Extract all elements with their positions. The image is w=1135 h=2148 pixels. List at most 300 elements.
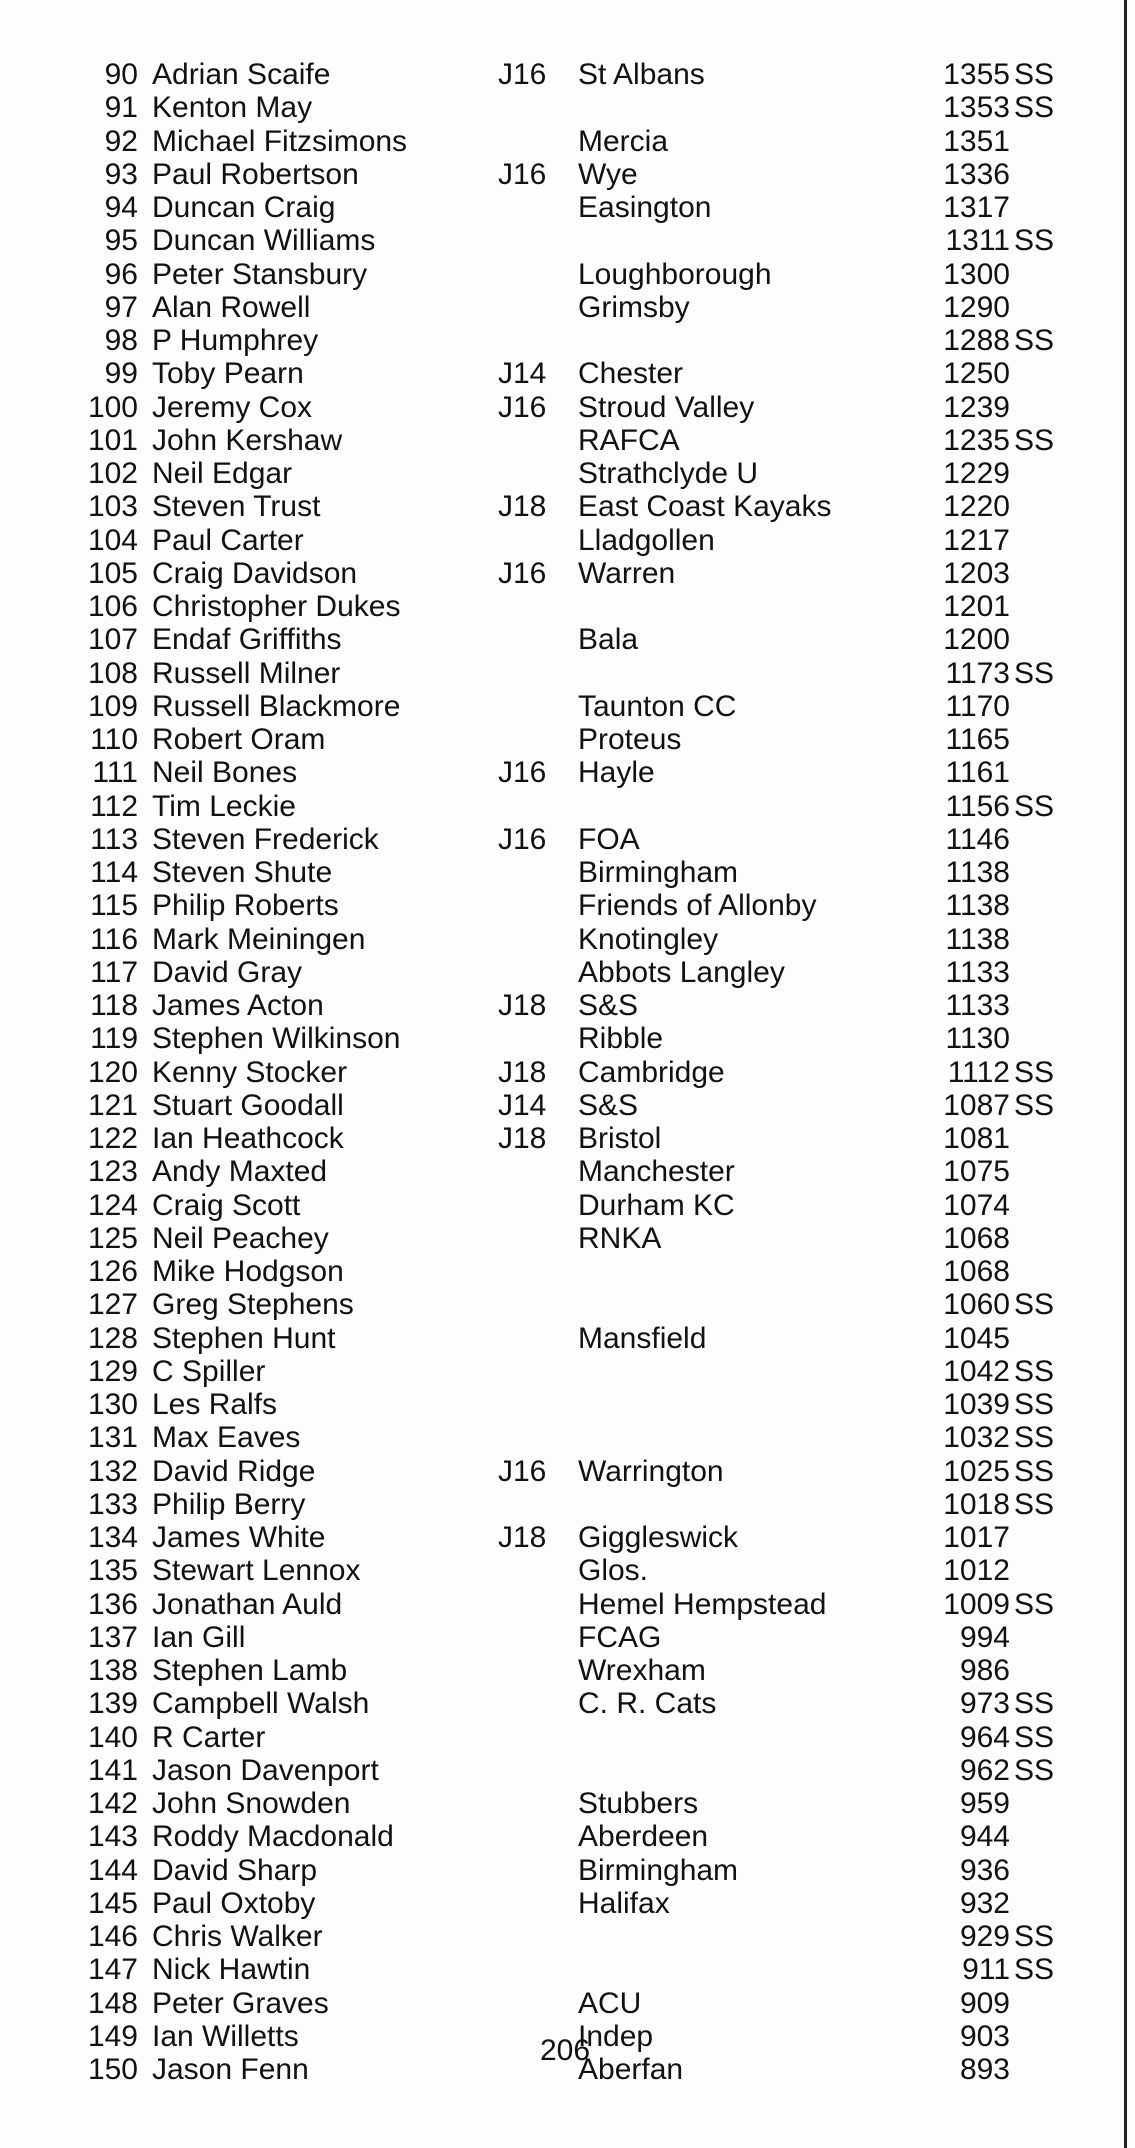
club-name: Wrexham [578,1654,706,1687]
points-score: 1217 [943,523,1010,557]
paddler-name: Philip Berry [152,1487,306,1521]
ss-marker: SS [1014,1920,1055,1953]
paddler-name: Mark Meiningen [152,922,366,956]
rank-number: 92 [104,124,138,158]
points-score: 1229 [943,457,1010,490]
club-name: Warren [578,556,676,590]
points-score: 944 [959,1820,1010,1854]
ranking-row [0,1122,1120,1155]
ranking-row [0,291,1120,324]
age-class: J16 [498,756,547,790]
points-score: 1355 [943,58,1010,91]
paddler-name: Endaf Griffiths [152,623,342,657]
paddler-name: Neil Bones [152,756,298,790]
rank-number: 123 [87,1155,138,1189]
points-score: 1239 [943,390,1010,424]
rank-number: 121 [87,1088,138,1122]
ranking-row [0,224,1120,257]
page-number: 206 [539,2034,591,2067]
ranking-row [0,1754,1120,1787]
paddler-name: Chris Walker [152,1920,323,1953]
ranking-row [0,58,1120,91]
rank-number: 95 [104,224,138,258]
rank-number: 96 [104,257,138,291]
paddler-name: John Snowden [152,1787,351,1820]
points-score: 1300 [943,257,1010,291]
paddler-name: Jonathan Auld [152,1587,343,1621]
age-class: J16 [498,58,547,91]
club-name: Friends of Allonby [578,889,817,923]
points-score: 936 [959,1853,1010,1887]
points-score: 986 [959,1654,1010,1687]
club-name: Easington [578,191,712,224]
points-score: 1133 [945,989,1010,1022]
ranking-row [0,1056,1120,1089]
ranking-row [0,1155,1120,1188]
points-score: 1039 [943,1388,1010,1421]
paddler-name: Ian Willetts [152,2019,299,2053]
ss-marker: SS [1014,58,1055,91]
points-score: 994 [959,1620,1010,1654]
rank-number: 100 [87,390,138,424]
rank-number: 136 [87,1587,138,1621]
rank-number: 146 [87,1920,138,1953]
ranking-row [0,756,1120,789]
ss-marker: SS [1014,789,1055,823]
paddler-name: Craig Davidson [152,556,358,590]
points-score: 1156 [945,789,1010,823]
ranking-row [0,1953,1120,1986]
paddler-name: Stephen Wilkinson [152,1022,401,1056]
ranking-row [0,657,1120,690]
age-class: J16 [498,157,547,191]
rank-number: 141 [87,1753,138,1787]
rank-number: 140 [87,1720,138,1754]
rank-number: 148 [87,1986,138,2020]
club-name: Warrington [578,1454,724,1488]
ranking-row [0,324,1120,357]
paddler-name: Roddy Macdonald [152,1820,394,1854]
paddler-name: Russell Milner [152,656,341,690]
club-name: Birmingham [578,856,739,889]
points-score: 1133 [945,955,1010,989]
club-name: Proteus [578,723,682,756]
rank-number: 99 [104,357,138,391]
ranking-row [0,457,1120,490]
rank-number: 122 [87,1122,138,1155]
rank-number: 116 [90,922,138,956]
paddler-name: Stuart Goodall [152,1088,344,1122]
ranking-row [0,1554,1120,1587]
paddler-name: Michael Fitzsimons [152,124,408,158]
paddler-name: Nick Hawtin [152,1953,311,1987]
ss-marker: SS [1014,1687,1055,1721]
paddler-name: Neil Edgar [152,457,293,490]
rank-number: 97 [104,290,138,324]
rank-number: 137 [87,1620,138,1654]
rank-number: 108 [87,656,138,690]
club-name: Glos. [578,1554,649,1588]
paddler-name: R Carter [152,1720,266,1754]
rank-number: 128 [87,1321,138,1355]
rank-number: 143 [87,1820,138,1854]
rank-number: 105 [87,556,138,590]
ranking-row [0,1455,1120,1488]
ranking-row [0,1920,1120,1953]
club-name: ACU [578,1986,642,2020]
club-name: Aberdeen [578,1820,709,1854]
rank-number: 98 [104,324,138,357]
ss-marker: SS [1014,1421,1055,1455]
paddler-name: Christopher Dukes [152,590,401,623]
rank-number: 104 [87,523,138,557]
age-class: J16 [498,556,547,590]
ranking-row [0,1222,1120,1255]
ranking-row [0,1987,1120,2020]
ss-marker: SS [1014,1088,1055,1122]
ranking-row [0,1355,1120,1388]
paddler-name: Jason Fenn [152,2053,309,2086]
age-class: J18 [498,490,547,524]
paddler-name: Jason Davenport [152,1753,379,1787]
rank-number: 120 [87,1055,138,1089]
rank-number: 112 [90,789,138,823]
paddler-name: David Ridge [152,1454,316,1488]
page-edge-line [1124,0,1127,2148]
rank-number: 117 [90,955,138,989]
club-name: Durham KC [578,1188,735,1222]
ranking-row [0,1089,1120,1122]
rank-number: 139 [87,1687,138,1721]
ranking-row [0,1588,1120,1621]
paddler-name: David Gray [152,955,303,989]
points-score: 1130 [945,1022,1010,1056]
points-score: 962 [959,1753,1010,1787]
club-name: RNKA [578,1221,662,1255]
points-score: 1060 [943,1288,1010,1322]
rank-number: 129 [87,1354,138,1388]
ranking-row [0,125,1120,158]
age-class: J16 [498,390,547,424]
rank-number: 125 [87,1221,138,1255]
paddler-name: Stephen Lamb [152,1654,348,1687]
paddler-name: David Sharp [152,1853,318,1887]
paddler-name: Ian Gill [152,1620,246,1654]
points-score: 1075 [943,1155,1010,1189]
ranking-list [0,58,1120,2086]
rank-number: 113 [90,822,138,856]
paddler-name: Peter Stansbury [152,257,368,291]
age-class: J14 [498,357,547,391]
club-name: Halifax [578,1886,670,1920]
paddler-name: Stewart Lennox [152,1554,361,1588]
ss-marker: SS [1014,656,1055,690]
paddler-name: Paul Robertson [152,157,359,191]
age-class: J16 [498,1454,547,1488]
ranking-row [0,1721,1120,1754]
ss-marker: SS [1014,1454,1055,1488]
club-name: Ribble [578,1022,664,1056]
ranking-row [0,1820,1120,1853]
paddler-name: Les Ralfs [152,1388,278,1421]
points-score: 1112 [947,1055,1010,1089]
paddler-name: Craig Scott [152,1188,301,1222]
rank-number: 132 [87,1454,138,1488]
club-name: Birmingham [578,1853,739,1887]
points-score: 964 [959,1720,1010,1754]
club-name: Mansfield [578,1321,707,1355]
ranking-row [0,1022,1120,1055]
paddler-name: Mike Hodgson [152,1255,344,1288]
rank-number: 144 [87,1853,138,1887]
ranking-row [0,1787,1120,1820]
club-name: Taunton CC [578,689,737,723]
age-class: J18 [498,1122,547,1155]
rank-number: 119 [90,1022,138,1056]
club-name: Chester [578,357,684,391]
ranking-row [0,424,1120,457]
rank-number: 126 [87,1255,138,1288]
paddler-name: Toby Pearn [152,357,304,391]
club-name: Indep [578,2019,654,2053]
rank-number: 145 [87,1886,138,1920]
club-name: Lladgollen [578,523,715,557]
points-score: 1317 [943,191,1010,224]
rank-number: 101 [87,423,138,457]
rank-number: 150 [87,2053,138,2086]
ranking-row [0,191,1120,224]
ss-marker: SS [1014,1587,1055,1621]
ss-marker: SS [1014,1753,1055,1787]
rank-number: 94 [104,191,138,224]
ranking-row [0,1189,1120,1222]
ranking-row [0,923,1120,956]
rank-number: 130 [87,1388,138,1421]
points-score: 1138 [945,856,1010,889]
rank-number: 110 [90,723,138,756]
club-name: Stroud Valley [578,390,755,424]
ranking-row [0,723,1120,756]
club-name: East Coast Kayaks [578,490,832,524]
points-score: 1017 [943,1521,1010,1554]
ranking-row [0,823,1120,856]
rank-number: 147 [87,1953,138,1987]
ranking-row [0,1687,1120,1720]
club-name: Giggleswick [578,1521,739,1554]
club-name: Loughborough [578,257,772,291]
paddler-name: Alan Rowell [152,290,311,324]
points-score: 932 [959,1886,1010,1920]
points-score: 893 [959,2053,1010,2086]
ranking-row [0,391,1120,424]
rank-number: 135 [87,1554,138,1588]
paddler-name: Stephen Hunt [152,1321,336,1355]
points-score: 1173 [945,656,1010,690]
ranking-row [0,1255,1120,1288]
ss-marker: SS [1014,1953,1055,1987]
rank-number: 133 [87,1487,138,1521]
ranking-row [0,956,1120,989]
points-score: 1288 [943,324,1010,357]
ranking-row [0,1521,1120,1554]
age-class: J16 [498,822,547,856]
rank-number: 142 [87,1787,138,1820]
ss-marker: SS [1014,324,1055,357]
rank-number: 103 [87,490,138,524]
points-score: 1045 [943,1321,1010,1355]
points-score: 1203 [943,556,1010,590]
club-name: Knotingley [578,922,719,956]
club-name: Wye [578,157,638,191]
paddler-name: James Acton [152,989,324,1022]
club-name: Stubbers [578,1787,699,1820]
rank-number: 93 [104,157,138,191]
ss-marker: SS [1014,1055,1055,1089]
points-score: 1311 [945,224,1010,258]
paddler-name: Russell Blackmore [152,689,401,723]
points-score: 1068 [943,1221,1010,1255]
points-score: 1353 [943,91,1010,125]
ss-marker: SS [1014,91,1055,125]
age-class: J18 [498,1521,547,1554]
ranking-row [0,524,1120,557]
club-name: RAFCA [578,423,680,457]
ranking-row [0,1621,1120,1654]
ranking-row [0,258,1120,291]
points-score: 1165 [945,723,1010,756]
points-score: 1161 [945,756,1010,790]
rank-number: 127 [87,1288,138,1322]
club-name: Manchester [578,1155,735,1189]
paddler-name: Peter Graves [152,1986,329,2020]
points-score: 911 [962,1953,1010,1987]
ranking-row [0,557,1120,590]
points-score: 1336 [943,157,1010,191]
paddler-name: Greg Stephens [152,1288,354,1322]
points-score: 909 [959,1986,1010,2020]
age-class: J18 [498,989,547,1022]
ranking-row [0,623,1120,656]
ranking-row [0,1421,1120,1454]
ranking-row [0,856,1120,889]
points-score: 903 [959,2019,1010,2053]
paddler-name: Kenton May [152,91,313,125]
ranking-row [0,1288,1120,1321]
ranking-row [0,1854,1120,1887]
paddler-name: James White [152,1521,326,1554]
club-name: C. R. Cats [578,1687,717,1721]
club-name: S&S [578,989,639,1022]
paddler-name: John Kershaw [152,423,343,457]
age-class: J18 [498,1055,547,1089]
paddler-name: Paul Carter [152,523,304,557]
points-score: 973 [959,1687,1010,1721]
club-name: Bristol [578,1122,662,1155]
points-score: 1032 [943,1421,1010,1455]
ranking-row [0,690,1120,723]
ss-marker: SS [1014,224,1055,258]
club-name: Aberfan [578,2053,684,2086]
rank-number: 91 [104,91,138,125]
points-score: 1074 [943,1188,1010,1222]
rank-number: 138 [87,1654,138,1687]
points-score: 1081 [943,1122,1010,1155]
club-name: Hemel Hempstead [578,1587,827,1621]
points-score: 1068 [943,1255,1010,1288]
club-name: S&S [578,1088,639,1122]
ranking-row [0,357,1120,390]
points-score: 1201 [943,590,1010,623]
points-score: 1250 [943,357,1010,391]
points-score: 1018 [943,1487,1010,1521]
rank-number: 111 [92,756,138,790]
paddler-name: Campbell Walsh [152,1687,370,1721]
rank-number: 115 [90,889,138,923]
ranking-row [0,790,1120,823]
points-score: 1235 [943,423,1010,457]
club-name: Mercia [578,124,669,158]
paddler-name: Jeremy Cox [152,390,313,424]
paddler-name: Philip Roberts [152,889,339,923]
ranking-row [0,91,1120,124]
rank-number: 124 [87,1188,138,1222]
rank-number: 118 [90,989,138,1022]
age-class: J14 [498,1088,547,1122]
club-name: Strathclyde U [578,457,759,490]
points-score: 1290 [943,290,1010,324]
ranking-row [0,889,1120,922]
ss-marker: SS [1014,1487,1055,1521]
points-score: 1009 [943,1587,1010,1621]
rank-number: 134 [87,1521,138,1554]
paddler-name: Neil Peachey [152,1221,329,1255]
club-name: Cambridge [578,1055,725,1089]
ranking-row [0,490,1120,523]
paddler-name: Steven Frederick [152,822,379,856]
points-score: 959 [959,1787,1010,1820]
club-name: Hayle [578,756,655,790]
rank-number: 149 [87,2019,138,2053]
paddler-name: Tim Leckie [152,789,296,823]
paddler-name: Duncan Williams [152,224,376,258]
paddler-name: Adrian Scaife [152,58,331,91]
ranking-row [0,989,1120,1022]
ranking-row [0,590,1120,623]
club-name: Abbots Langley [578,955,785,989]
ranking-row [0,1654,1120,1687]
points-score: 1351 [943,124,1010,158]
rank-number: 102 [87,457,138,490]
points-score: 1220 [943,490,1010,524]
paddler-name: Ian Heathcock [152,1122,344,1155]
paddler-name: C Spiller [152,1354,266,1388]
club-name: FCAG [578,1620,662,1654]
ranking-row [0,158,1120,191]
ss-marker: SS [1014,423,1055,457]
points-score: 1025 [943,1454,1010,1488]
paddler-name: Robert Oram [152,723,326,756]
points-score: 1170 [945,689,1010,723]
rank-number: 109 [87,689,138,723]
paddler-name: P Humphrey [152,324,319,357]
rank-number: 131 [87,1421,138,1455]
ranking-row [0,1388,1120,1421]
club-name: Bala [578,623,639,657]
points-score: 1042 [943,1354,1010,1388]
paddler-name: Andy Maxted [152,1155,328,1189]
paddler-name: Steven Trust [152,490,321,524]
ss-marker: SS [1014,1354,1055,1388]
